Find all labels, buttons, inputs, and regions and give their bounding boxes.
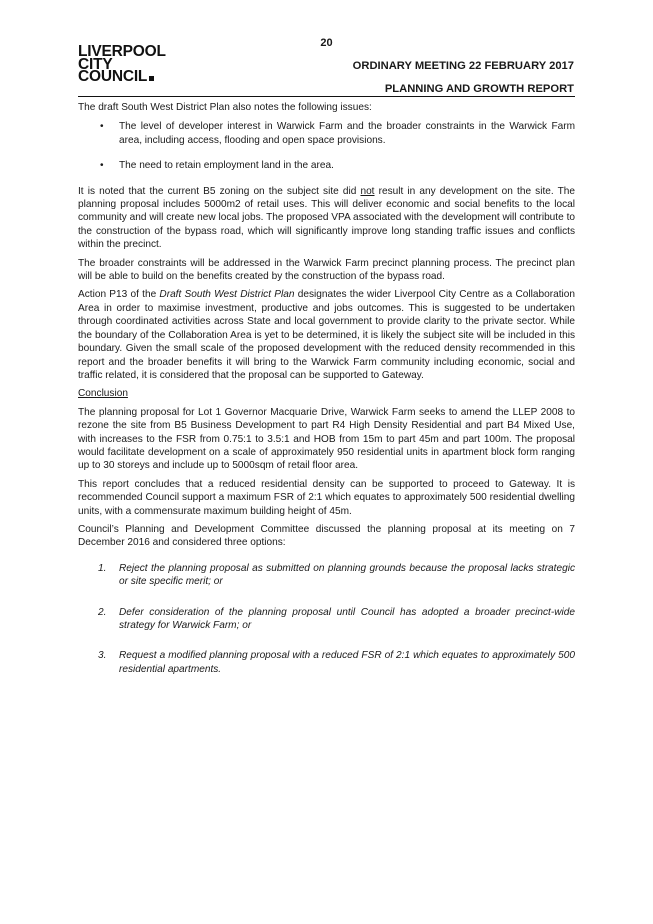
committee-paragraph: Council’s Planning and Development Committee discussed the planning proposal at its meeting on 7 December 2016 and considered three options:: [78, 523, 575, 549]
list-item: 2. Defer consideration of the planning proposal until Council has adopted a broader precinct-wide strategy for Warwick Farm; or: [98, 606, 575, 631]
b5-zoning-paragraph: It is noted that the current B5 zoning on the subject site did not result in any development on the site. The planning proposal includes 5000m2 of retail uses. This will deliver economic and social benefits to the local community and will create new local jobs. The proposed VPA associated with the development will contribute to the construction of the bypass road, which will significantly improve long standing traffic issues and conflicts within the precinct.: [78, 185, 576, 251]
report-title: PLANNING AND GROWTH REPORT: [384, 83, 574, 95]
issues-list: [78, 120, 575, 172]
constraints-paragraph: The broader constraints will be addressed in the Warwick Farm precinct planning process. The precinct plan will be able to build on the benefits created by the construction of the bypass road.: [78, 257, 575, 283]
list-item: 3. Request a modified planning proposal with a reduced FSR of 2:1 which equates to approximately 500 residential apartments.: [98, 650, 575, 675]
report-conclusion-paragraph: This report concludes that a reduced residential density can be supported to proceed to Gateway. It is recommended Council support a maximum FSR of 2:1 which equates to approximately 500 residential dwelling units, with a commensurate maximum building height of 45m.: [78, 478, 575, 517]
list-item: 1. Reject the planning proposal as submitted on planning grounds because the proposal lacks strategic or site specific merit; or: [98, 562, 575, 588]
action-p13-paragraph: Action P13 of the Draft South West District Plan designates the wider Liverpool City Centre as a Collaboration Area in order to maximise investment, productive and jobs outcomes. This is suggested to be undertaken through coordinated activities across State and local government to provide clarity to the private sector. While the boundary of the Collaboration Area is yet to be determined, it is likely the subject site will be included in this boundary. Given the small scale of the proposed development with the reduced density recommended in this report and the broader benefits it will bring to the Warwick Farm community including economic, social and traffic related, it is considered that the proposal can be supported to Gateway.: [78, 289, 575, 381]
list-item: • The level of developer interest in Warwick Farm and the broader constraints in the Warwick Farm area, including access, flooding and open space provisions.: [100, 121, 575, 146]
council-logo: [78, 43, 166, 85]
plan-title: Draft South West District Plan: [159, 289, 295, 301]
intro-paragraph: The draft South West District Plan also notes the following issues:: [78, 102, 372, 113]
logo-line-1: LIVERPOOL: [78, 43, 166, 60]
header-divider: [78, 96, 575, 97]
meeting-title: ORDINARY MEETING 22 FEBRUARY 2017: [352, 60, 574, 72]
options-list: [78, 562, 575, 676]
bullet-icon: •: [100, 160, 104, 172]
list-item: • The need to retain employment land in the area.: [100, 160, 334, 172]
emphasis-not: not: [360, 185, 375, 197]
bullet-icon: •: [100, 121, 104, 133]
logo-line-2: CITY: [78, 55, 113, 73]
conclusion-heading: Conclusion: [78, 388, 128, 400]
proposal-summary-paragraph: The planning proposal for Lot 1 Governor Macquarie Drive, Warwick Farm seeks to amend the LLEP 2008 to rezone the site from B5 Business Development to part R4 High Density Residential and part B4 Mixed Use, with increases to the FSR from 0.75:1 to 3.5:1 and HOB from 15m to part 45m and part 100m. The proposal would facilitate development on a scale of approximately 950 residential units in apartment block form ranging up to 30 storeys and include up to 5000sqm of retail floor area.: [78, 406, 575, 472]
document-body: [78, 101, 575, 693]
logo-mark-icon: [149, 76, 154, 81]
page-number: 20: [320, 37, 333, 49]
logo-line-3: COUNCIL: [78, 71, 166, 84]
